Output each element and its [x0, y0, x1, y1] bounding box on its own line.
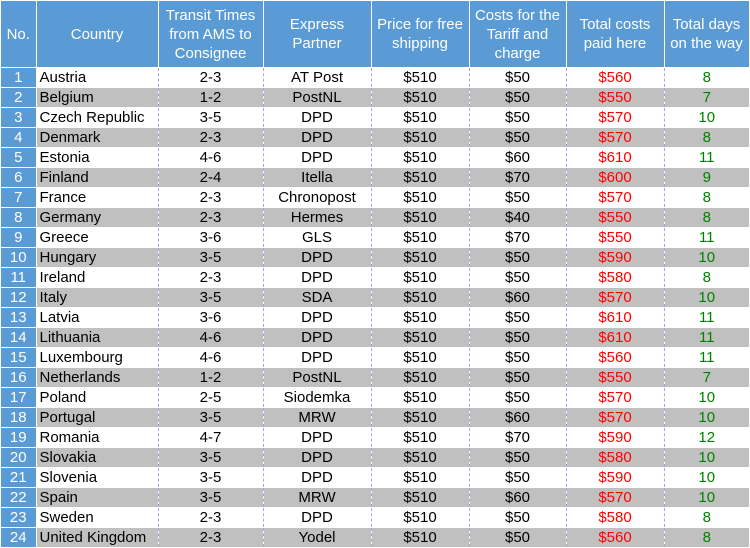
country-cell: Finland [36, 168, 158, 188]
price-cell: $510 [371, 208, 469, 228]
price-cell: $510 [371, 228, 469, 248]
price-cell: $510 [371, 188, 469, 208]
table-body [1, 68, 749, 548]
total-days-cell: 10 [664, 468, 749, 488]
table-row [1, 68, 749, 88]
express-partner-cell: Siodemka [263, 388, 371, 408]
table-row [1, 388, 749, 408]
table-row [1, 368, 749, 388]
price-cell: $510 [371, 488, 469, 508]
table-row [1, 228, 749, 248]
country-cell: Spain [36, 488, 158, 508]
row-number: 21 [1, 468, 36, 488]
total-cost-cell: $590 [566, 428, 664, 448]
transit-time-cell: 2-4 [158, 168, 263, 188]
table-row [1, 508, 749, 528]
country-cell: Portugal [36, 408, 158, 428]
table-row [1, 428, 749, 448]
total-cost-cell: $580 [566, 268, 664, 288]
table-row [1, 528, 749, 548]
price-cell: $510 [371, 88, 469, 108]
tariff-cell: $50 [469, 468, 566, 488]
header-price-free-shipping: Price for free shipping [371, 1, 469, 68]
row-number: 8 [1, 208, 36, 228]
table-row [1, 268, 749, 288]
total-cost-cell: $550 [566, 88, 664, 108]
transit-time-cell: 1-2 [158, 88, 263, 108]
country-cell: Netherlands [36, 368, 158, 388]
country-cell: Estonia [36, 148, 158, 168]
country-cell: Slovenia [36, 468, 158, 488]
express-partner-cell: Hermes [263, 208, 371, 228]
table-row [1, 168, 749, 188]
total-days-cell: 10 [664, 488, 749, 508]
express-partner-cell: DPD [263, 308, 371, 328]
total-cost-cell: $570 [566, 108, 664, 128]
row-number: 2 [1, 88, 36, 108]
header-total-days: Total days on the way [664, 1, 749, 68]
tariff-cell: $50 [469, 128, 566, 148]
transit-time-cell: 4-6 [158, 328, 263, 348]
price-cell: $510 [371, 68, 469, 88]
express-partner-cell: MRW [263, 488, 371, 508]
total-days-cell: 8 [664, 268, 749, 288]
price-cell: $510 [371, 328, 469, 348]
transit-time-cell: 2-3 [158, 128, 263, 148]
express-partner-cell: DPD [263, 268, 371, 288]
total-cost-cell: $600 [566, 168, 664, 188]
express-partner-cell: MRW [263, 408, 371, 428]
total-days-cell: 8 [664, 188, 749, 208]
tariff-cell: $40 [469, 208, 566, 228]
country-cell: Latvia [36, 308, 158, 328]
tariff-cell: $70 [469, 228, 566, 248]
row-number: 20 [1, 448, 36, 468]
row-number: 23 [1, 508, 36, 528]
express-partner-cell: DPD [263, 108, 371, 128]
express-partner-cell: DPD [263, 508, 371, 528]
header-transit-times: Transit Times from AMS to Consignee [158, 1, 263, 68]
row-number: 4 [1, 128, 36, 148]
row-number: 1 [1, 68, 36, 88]
row-number: 22 [1, 488, 36, 508]
express-partner-cell: PostNL [263, 368, 371, 388]
tariff-cell: $60 [469, 288, 566, 308]
row-number: 5 [1, 148, 36, 168]
row-number: 24 [1, 528, 36, 548]
total-days-cell: 10 [664, 248, 749, 268]
table-row [1, 128, 749, 148]
country-cell: Belgium [36, 88, 158, 108]
total-cost-cell: $610 [566, 328, 664, 348]
express-partner-cell: DPD [263, 248, 371, 268]
total-cost-cell: $580 [566, 448, 664, 468]
total-days-cell: 8 [664, 208, 749, 228]
price-cell: $510 [371, 388, 469, 408]
table-row [1, 348, 749, 368]
total-days-cell: 8 [664, 508, 749, 528]
row-number: 6 [1, 168, 36, 188]
country-cell: Hungary [36, 248, 158, 268]
table-row [1, 468, 749, 488]
transit-time-cell: 4-6 [158, 348, 263, 368]
country-cell: Denmark [36, 128, 158, 148]
tariff-cell: $50 [469, 448, 566, 468]
total-cost-cell: $570 [566, 388, 664, 408]
transit-time-cell: 3-5 [158, 448, 263, 468]
total-cost-cell: $590 [566, 248, 664, 268]
row-number: 16 [1, 368, 36, 388]
express-partner-cell: DPD [263, 468, 371, 488]
price-cell: $510 [371, 368, 469, 388]
total-cost-cell: $560 [566, 68, 664, 88]
country-cell: Austria [36, 68, 158, 88]
total-days-cell: 7 [664, 88, 749, 108]
country-cell: Germany [36, 208, 158, 228]
total-days-cell: 11 [664, 328, 749, 348]
total-cost-cell: $570 [566, 408, 664, 428]
row-number: 15 [1, 348, 36, 368]
total-days-cell: 10 [664, 288, 749, 308]
country-cell: Sweden [36, 508, 158, 528]
tariff-cell: $70 [469, 428, 566, 448]
express-partner-cell: GLS [263, 228, 371, 248]
country-cell: Czech Republic [36, 108, 158, 128]
express-partner-cell: DPD [263, 428, 371, 448]
transit-time-cell: 3-5 [158, 248, 263, 268]
total-cost-cell: $590 [566, 468, 664, 488]
transit-time-cell: 2-3 [158, 208, 263, 228]
tariff-cell: $50 [469, 348, 566, 368]
total-days-cell: 11 [664, 348, 749, 368]
transit-time-cell: 3-5 [158, 408, 263, 428]
price-cell: $510 [371, 428, 469, 448]
table-row [1, 408, 749, 428]
tariff-cell: $60 [469, 488, 566, 508]
country-cell: Greece [36, 228, 158, 248]
tariff-cell: $50 [469, 528, 566, 548]
total-cost-cell: $560 [566, 348, 664, 368]
total-cost-cell: $570 [566, 128, 664, 148]
price-cell: $510 [371, 268, 469, 288]
total-cost-cell: $550 [566, 228, 664, 248]
transit-time-cell: 3-5 [158, 108, 263, 128]
express-partner-cell: Itella [263, 168, 371, 188]
row-number: 18 [1, 408, 36, 428]
table-row [1, 108, 749, 128]
total-cost-cell: $610 [566, 308, 664, 328]
price-cell: $510 [371, 108, 469, 128]
transit-time-cell: 4-6 [158, 148, 263, 168]
country-cell: Ireland [36, 268, 158, 288]
tariff-cell: $50 [469, 68, 566, 88]
total-days-cell: 7 [664, 368, 749, 388]
table-row [1, 88, 749, 108]
transit-time-cell: 2-3 [158, 188, 263, 208]
total-days-cell: 10 [664, 388, 749, 408]
row-number: 12 [1, 288, 36, 308]
header-no: No. [1, 1, 36, 68]
tariff-cell: $60 [469, 148, 566, 168]
country-cell: United Kingdom [36, 528, 158, 548]
shipping-costs-table [1, 1, 750, 548]
price-cell: $510 [371, 528, 469, 548]
country-cell: Slovakia [36, 448, 158, 468]
express-partner-cell: DPD [263, 128, 371, 148]
total-cost-cell: $580 [566, 508, 664, 528]
tariff-cell: $50 [469, 188, 566, 208]
transit-time-cell: 2-3 [158, 68, 263, 88]
country-cell: Italy [36, 288, 158, 308]
transit-time-cell: 4-7 [158, 428, 263, 448]
row-number: 13 [1, 308, 36, 328]
row-number: 14 [1, 328, 36, 348]
total-days-cell: 8 [664, 68, 749, 88]
row-number: 11 [1, 268, 36, 288]
transit-time-cell: 3-5 [158, 288, 263, 308]
country-cell: France [36, 188, 158, 208]
total-cost-cell: $550 [566, 368, 664, 388]
table-row [1, 248, 749, 268]
transit-time-cell: 3-6 [158, 308, 263, 328]
price-cell: $510 [371, 408, 469, 428]
total-days-cell: 12 [664, 428, 749, 448]
express-partner-cell: Chronopost [263, 188, 371, 208]
express-partner-cell: DPD [263, 448, 371, 468]
header-row [1, 1, 749, 68]
total-cost-cell: $570 [566, 288, 664, 308]
transit-time-cell: 2-3 [158, 528, 263, 548]
header-tariff-costs: Costs for the Tariff and charge [469, 1, 566, 68]
total-days-cell: 9 [664, 168, 749, 188]
table-row [1, 288, 749, 308]
header-total-costs: Total costs paid here [566, 1, 664, 68]
express-partner-cell: SDA [263, 288, 371, 308]
table-row [1, 208, 749, 228]
transit-time-cell: 3-5 [158, 468, 263, 488]
total-days-cell: 11 [664, 148, 749, 168]
price-cell: $510 [371, 508, 469, 528]
transit-time-cell: 3-6 [158, 228, 263, 248]
price-cell: $510 [371, 288, 469, 308]
table-row [1, 188, 749, 208]
express-partner-cell: DPD [263, 148, 371, 168]
tariff-cell: $50 [469, 328, 566, 348]
row-number: 17 [1, 388, 36, 408]
transit-time-cell: 1-2 [158, 368, 263, 388]
total-days-cell: 10 [664, 448, 749, 468]
price-cell: $510 [371, 348, 469, 368]
country-cell: Lithuania [36, 328, 158, 348]
price-cell: $510 [371, 128, 469, 148]
price-cell: $510 [371, 168, 469, 188]
country-cell: Romania [36, 428, 158, 448]
tariff-cell: $50 [469, 368, 566, 388]
header-express-partner: Express Partner [263, 1, 371, 68]
total-days-cell: 8 [664, 128, 749, 148]
express-partner-cell: DPD [263, 348, 371, 368]
table-row [1, 148, 749, 168]
total-days-cell: 8 [664, 528, 749, 548]
total-days-cell: 11 [664, 308, 749, 328]
price-cell: $510 [371, 148, 469, 168]
transit-time-cell: 2-3 [158, 508, 263, 528]
tariff-cell: $60 [469, 408, 566, 428]
table-row [1, 328, 749, 348]
row-number: 10 [1, 248, 36, 268]
tariff-cell: $50 [469, 88, 566, 108]
express-partner-cell: PostNL [263, 88, 371, 108]
total-cost-cell: $570 [566, 488, 664, 508]
price-cell: $510 [371, 468, 469, 488]
country-cell: Luxembourg [36, 348, 158, 368]
tariff-cell: $50 [469, 388, 566, 408]
table-row [1, 448, 749, 468]
price-cell: $510 [371, 248, 469, 268]
express-partner-cell: AT Post [263, 68, 371, 88]
total-days-cell: 11 [664, 228, 749, 248]
tariff-cell: $50 [469, 108, 566, 128]
header-country: Country [36, 1, 158, 68]
tariff-cell: $50 [469, 268, 566, 288]
total-days-cell: 10 [664, 408, 749, 428]
tariff-cell: $50 [469, 248, 566, 268]
country-cell: Poland [36, 388, 158, 408]
row-number: 3 [1, 108, 36, 128]
row-number: 7 [1, 188, 36, 208]
tariff-cell: $50 [469, 508, 566, 528]
transit-time-cell: 2-3 [158, 268, 263, 288]
total-cost-cell: $570 [566, 188, 664, 208]
row-number: 19 [1, 428, 36, 448]
table-row [1, 488, 749, 508]
price-cell: $510 [371, 448, 469, 468]
express-partner-cell: DPD [263, 328, 371, 348]
transit-time-cell: 2-5 [158, 388, 263, 408]
total-cost-cell: $560 [566, 528, 664, 548]
total-days-cell: 10 [664, 108, 749, 128]
express-partner-cell: Yodel [263, 528, 371, 548]
price-cell: $510 [371, 308, 469, 328]
total-cost-cell: $550 [566, 208, 664, 228]
total-cost-cell: $610 [566, 148, 664, 168]
transit-time-cell: 3-5 [158, 488, 263, 508]
tariff-cell: $70 [469, 168, 566, 188]
table-row [1, 308, 749, 328]
tariff-cell: $50 [469, 308, 566, 328]
row-number: 9 [1, 228, 36, 248]
